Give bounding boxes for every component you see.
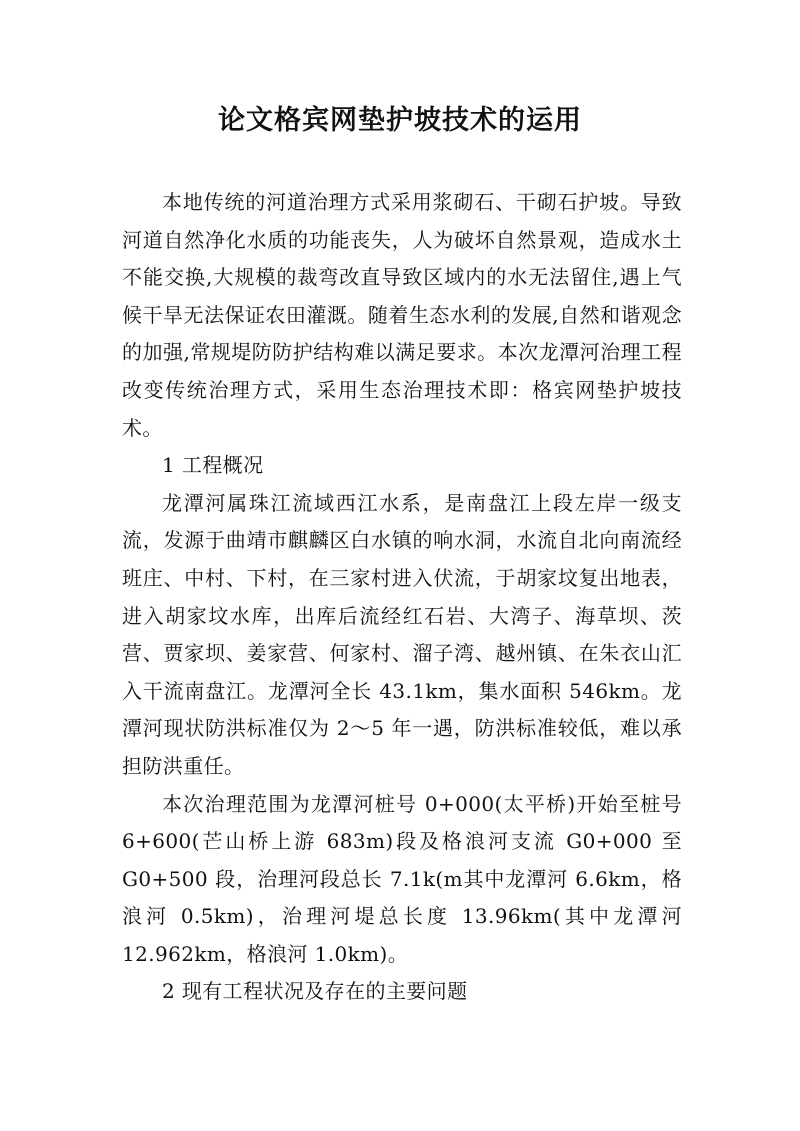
section-heading-2: 2 现有工程状况及存在的主要问题: [162, 979, 468, 1004]
paragraph-overview: 龙潭河属珠江流域西江水系，是南盘江上段左岸一级支流，发源于曲靖市麒麟区白水镇的响水洞，水流自北向南流经班庄、中村、下村，在三家村进入伏流，于胡家坟复出地表，进入胡家坟水库，出库后流经红石岩、大湾子、海草坝、茨营、贾家坝、姜家营、何家村、溜子湾、越州镇、在朱衣山汇入干流南盘江。龙潭河全长 43.1km，集水面积 546km。龙潭河现状防洪标准仅为 2～5 年一遇，防洪标准较低，难以承担防洪重任。: [122, 490, 682, 778]
paragraph-intro: 本地传统的河道治理方式采用浆砌石、干砌石护坡。导致河道自然净化水质的功能丧失，人为破坏自然景观，造成水土不能交换,大规模的裁弯改直导致区域内的水无法留住,遇上气候干旱无法保证农田灌溉。随着生态水利的发展,自然和谐观念的加强,常规堤防防护结构难以满足要求。本次龙潭河治理工程改变传统治理方式，采用生态治理技术即：格宾网垫护坡技术。: [122, 190, 682, 440]
section-heading-1: 1 工程概况: [162, 453, 264, 478]
document-body: [122, 184, 682, 1011]
paragraph-scope: 本次治理范围为龙潭河桩号 0+000(太平桥)开始至桩号6+600(芒山桥上游 683m)段及格浪河支流 G0+000 至G0+500 段，治理河段总长 7.1k(m其中龙潭河 6.6km，格浪河 0.5km)，治理河堤总长度 13.96km(其中龙潭河12.962km，格浪河 1.0km)。: [122, 791, 682, 966]
page-title: 论文格宾网垫护坡技术的运用: [218, 105, 582, 136]
